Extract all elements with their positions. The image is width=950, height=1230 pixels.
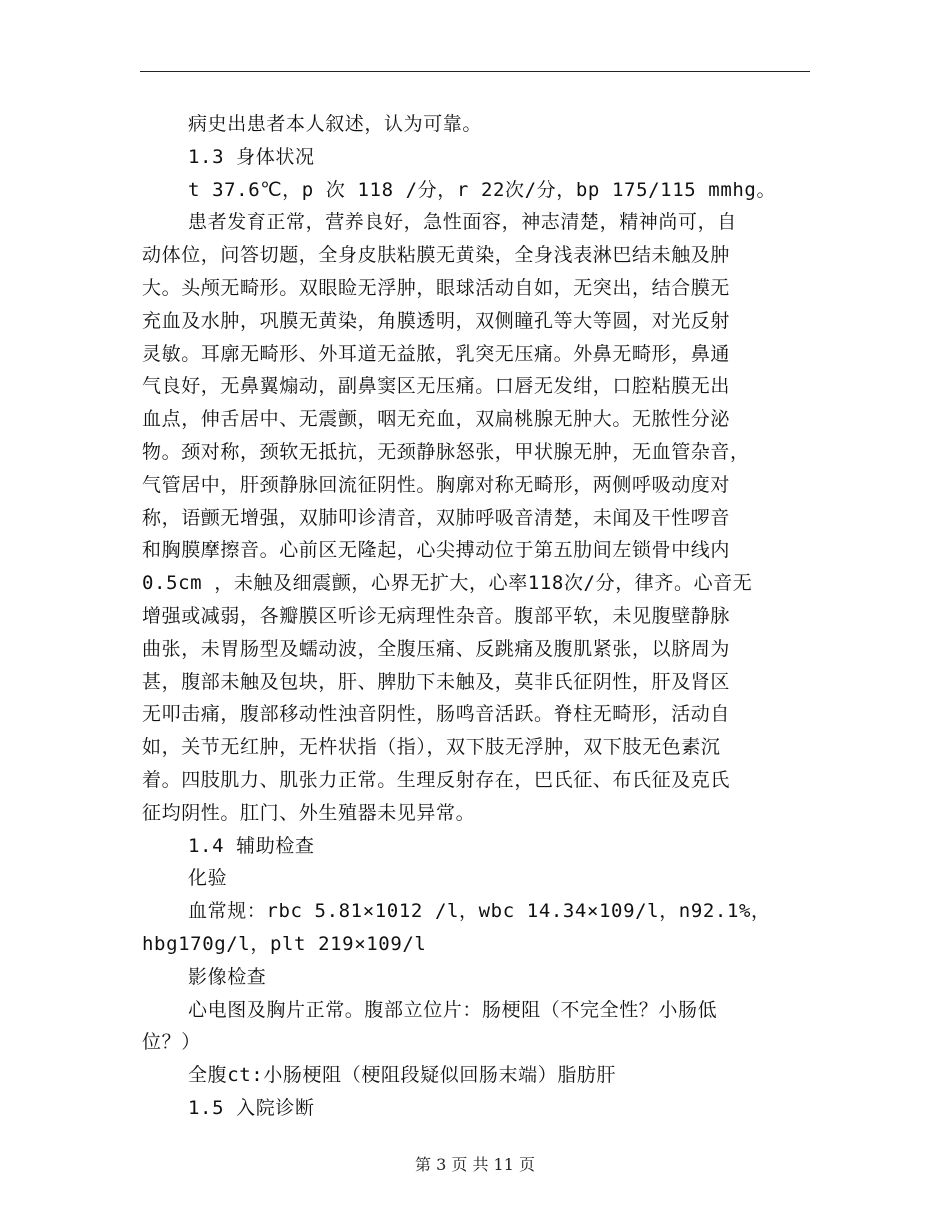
text-line: 和胸膜摩擦音。心前区无隆起，心尖搏动位于第五肋间左锁骨中线内 [142,539,731,562]
header-rule [140,71,810,72]
text-line: 位？） [142,1031,201,1054]
page-number: 第 3 页 共 11 页 [415,1155,535,1174]
text-line: 1.5 入院诊断 [188,1096,315,1119]
text-line: 病史出患者本人叙述，认为可靠。 [188,113,483,135]
text-line: 全腹ct:小肠梗阻（梗阻段疑似回肠末端）脂肪肝 [188,1064,617,1087]
text-line: 气良好，无鼻翼煽动，副鼻窦区无压痛。口唇无发绀，口腔粘膜无出 [142,375,731,398]
text-line: hbg170g/l，plt 219×109/l [142,932,427,955]
text-line: 影像检查 [188,965,267,988]
text-line: 大。头颅无畸形。双眼睑无浮肿，眼球活动自如，无突出，结合膜无 [142,276,731,299]
text-line: 无叩击痛，腹部移动性浊音阴性，肠鸣音活跃。脊柱无畸形，活动自 [142,703,731,726]
document-body [142,108,807,1125]
text-line: 1.4 辅助检查 [188,834,315,857]
text-line: 灵敏。耳廓无畸形、外耳道无益脓，乳突无压痛。外鼻无畸形，鼻通 [142,342,731,365]
text-line: 化验 [188,867,228,890]
text-line: 增强或减弱，各瓣膜区听诊无病理性杂音。腹部平软，未见腹壁静脉 [142,604,731,627]
text-line: 患者发育正常，营养良好，急性面容，神志清楚，精神尚可，自 [188,211,737,234]
text-line: 充血及水肿，巩膜无黄染，角膜透明，双侧瞳孔等大等圆，对光反射 [142,309,731,332]
text-line: t 37.6℃，p 次 118 /分，r 22次/分，bp 175/115 mmhg。 [188,178,777,201]
text-line: 动体位，问答切题，全身皮肤粘膜无黄染，全身浅表淋巴结未触及肿 [142,244,731,267]
text-line: 曲张，未胃肠型及蠕动波，全腹压痛、反跳痛及腹肌紧张，以脐周为 [142,637,731,660]
text-line: 气管居中，肝颈静脉回流征阴性。胸廓对称无畸形，两侧呼吸动度对 [142,473,731,496]
text-line: 甚，腹部未触及包块，肝、脾肋下未触及，莫非氏征阴性，肝及肾区 [142,670,731,693]
text-line: 1.3 身体状况 [188,145,315,168]
text-line: 0.5cm ，未触及细震颤，心界无扩大，心率118次/分，律齐。心音无 [142,572,753,595]
text-line: 着。四肢肌力、肌张力正常。生理反射存在，巴氏征、布氏征及克氏 [142,768,731,791]
text-line: 物。颈对称，颈软无抵抗，无颈静脉怒张，甲状腺无肿，无血管杂音， [142,440,750,463]
text-line: 如，关节无红肿，无杵状指（指），双下肢无浮肿，双下肢无色素沉 [142,736,721,759]
text-line: 心电图及胸片正常。腹部立位片：肠梗阻（不完全性？小肠低 [188,998,718,1021]
text-line: 血点，伸舌居中、无震颤，咽无充血，双扁桃腺无肿大。无脓性分泌 [142,408,731,431]
text-line: 血常规：rbc 5.81×1012 /l，wbc 14.34×109/l，n92.1%， [188,900,771,923]
text-line: 称，语颤无增强，双肺叩诊清音，双肺呼吸音清楚，未闻及干性啰音 [142,506,731,529]
text-line: 征均阴性。肛门、外生殖器未见异常。 [142,801,476,824]
